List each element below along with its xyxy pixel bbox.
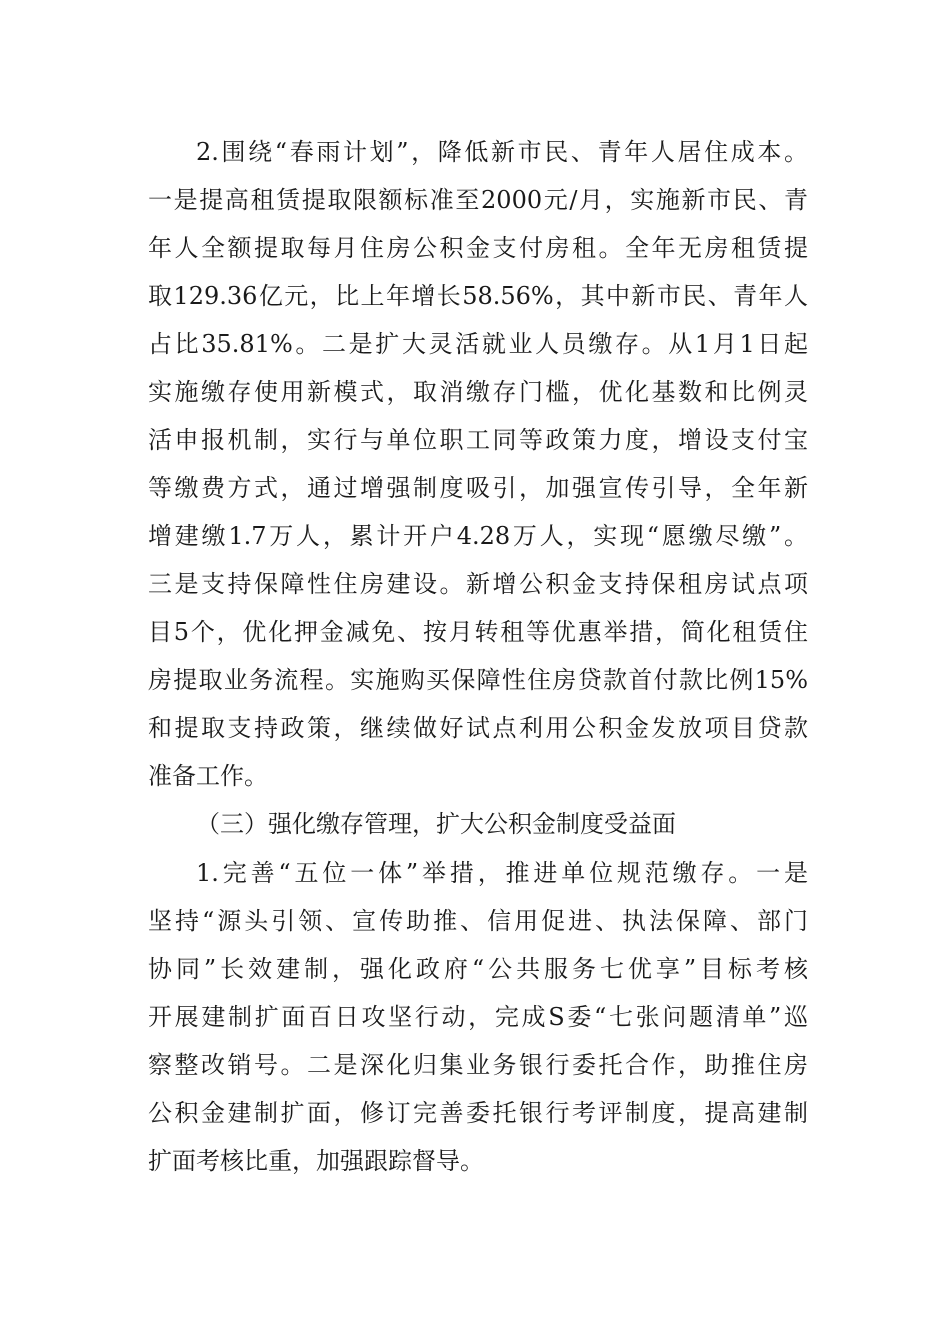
paragraph-line: 占比35.81%。二是扩大灵活就业人员缴存。从1月1日起 [148,330,808,358]
paragraph-line: 一是提高租赁提取限额标准至2000元/月，实施新市民、青 [148,186,808,214]
paragraph-line: 2.围绕“春雨计划”，降低新市民、青年人居住成本。 [196,138,808,166]
paragraph-line: 取129.36亿元，比上年增长58.56%，其中新市民、青年人 [148,282,808,310]
paragraph-line: 坚持“源头引领、宣传助推、信用促进、执法保障、部门 [148,907,808,935]
paragraph-line: 房提取业务流程。实施购买保障性住房贷款首付款比例15% [148,666,808,694]
paragraph-line: 开展建制扩面百日攻坚行动，完成S委“七张问题清单”巡 [148,1003,808,1031]
section-heading: （三）强化缴存管理，扩大公积金制度受益面 [196,810,676,838]
paragraph-line: 三是支持保障性住房建设。新增公积金支持保租房试点项 [148,570,808,598]
paragraph-line: 和提取支持政策，继续做好试点利用公积金发放项目贷款 [148,714,808,742]
paragraph-line: 活申报机制，实行与单位职工同等政策力度，增设支付宝 [148,426,808,454]
paragraph-line: 扩面考核比重，加强跟踪督导。 [148,1147,484,1175]
paragraph-line: 实施缴存使用新模式，取消缴存门槛，优化基数和比例灵 [148,378,808,406]
paragraph-line: 目5个，优化押金减免、按月转租等优惠举措，简化租赁住 [148,618,808,646]
paragraph-line: 等缴费方式，通过增强制度吸引，加强宣传引导，全年新 [148,474,808,502]
paragraph-line: 增建缴1.7万人，累计开户4.28万人，实现“愿缴尽缴”。 [148,522,808,550]
paragraph-line: 察整改销号。二是深化归集业务银行委托合作，助推住房 [148,1051,808,1079]
paragraph-line: 年人全额提取每月住房公积金支付房租。全年无房租赁提 [148,234,808,262]
paragraph-line: 1.完善“五位一体”举措，推进单位规范缴存。一是 [196,859,808,887]
paragraph-line: 准备工作。 [148,762,268,790]
paragraph-line: 协同”长效建制，强化政府“公共服务七优享”目标考核 [148,955,808,983]
paragraph-line: 公积金建制扩面，修订完善委托银行考评制度，提高建制 [148,1099,808,1127]
